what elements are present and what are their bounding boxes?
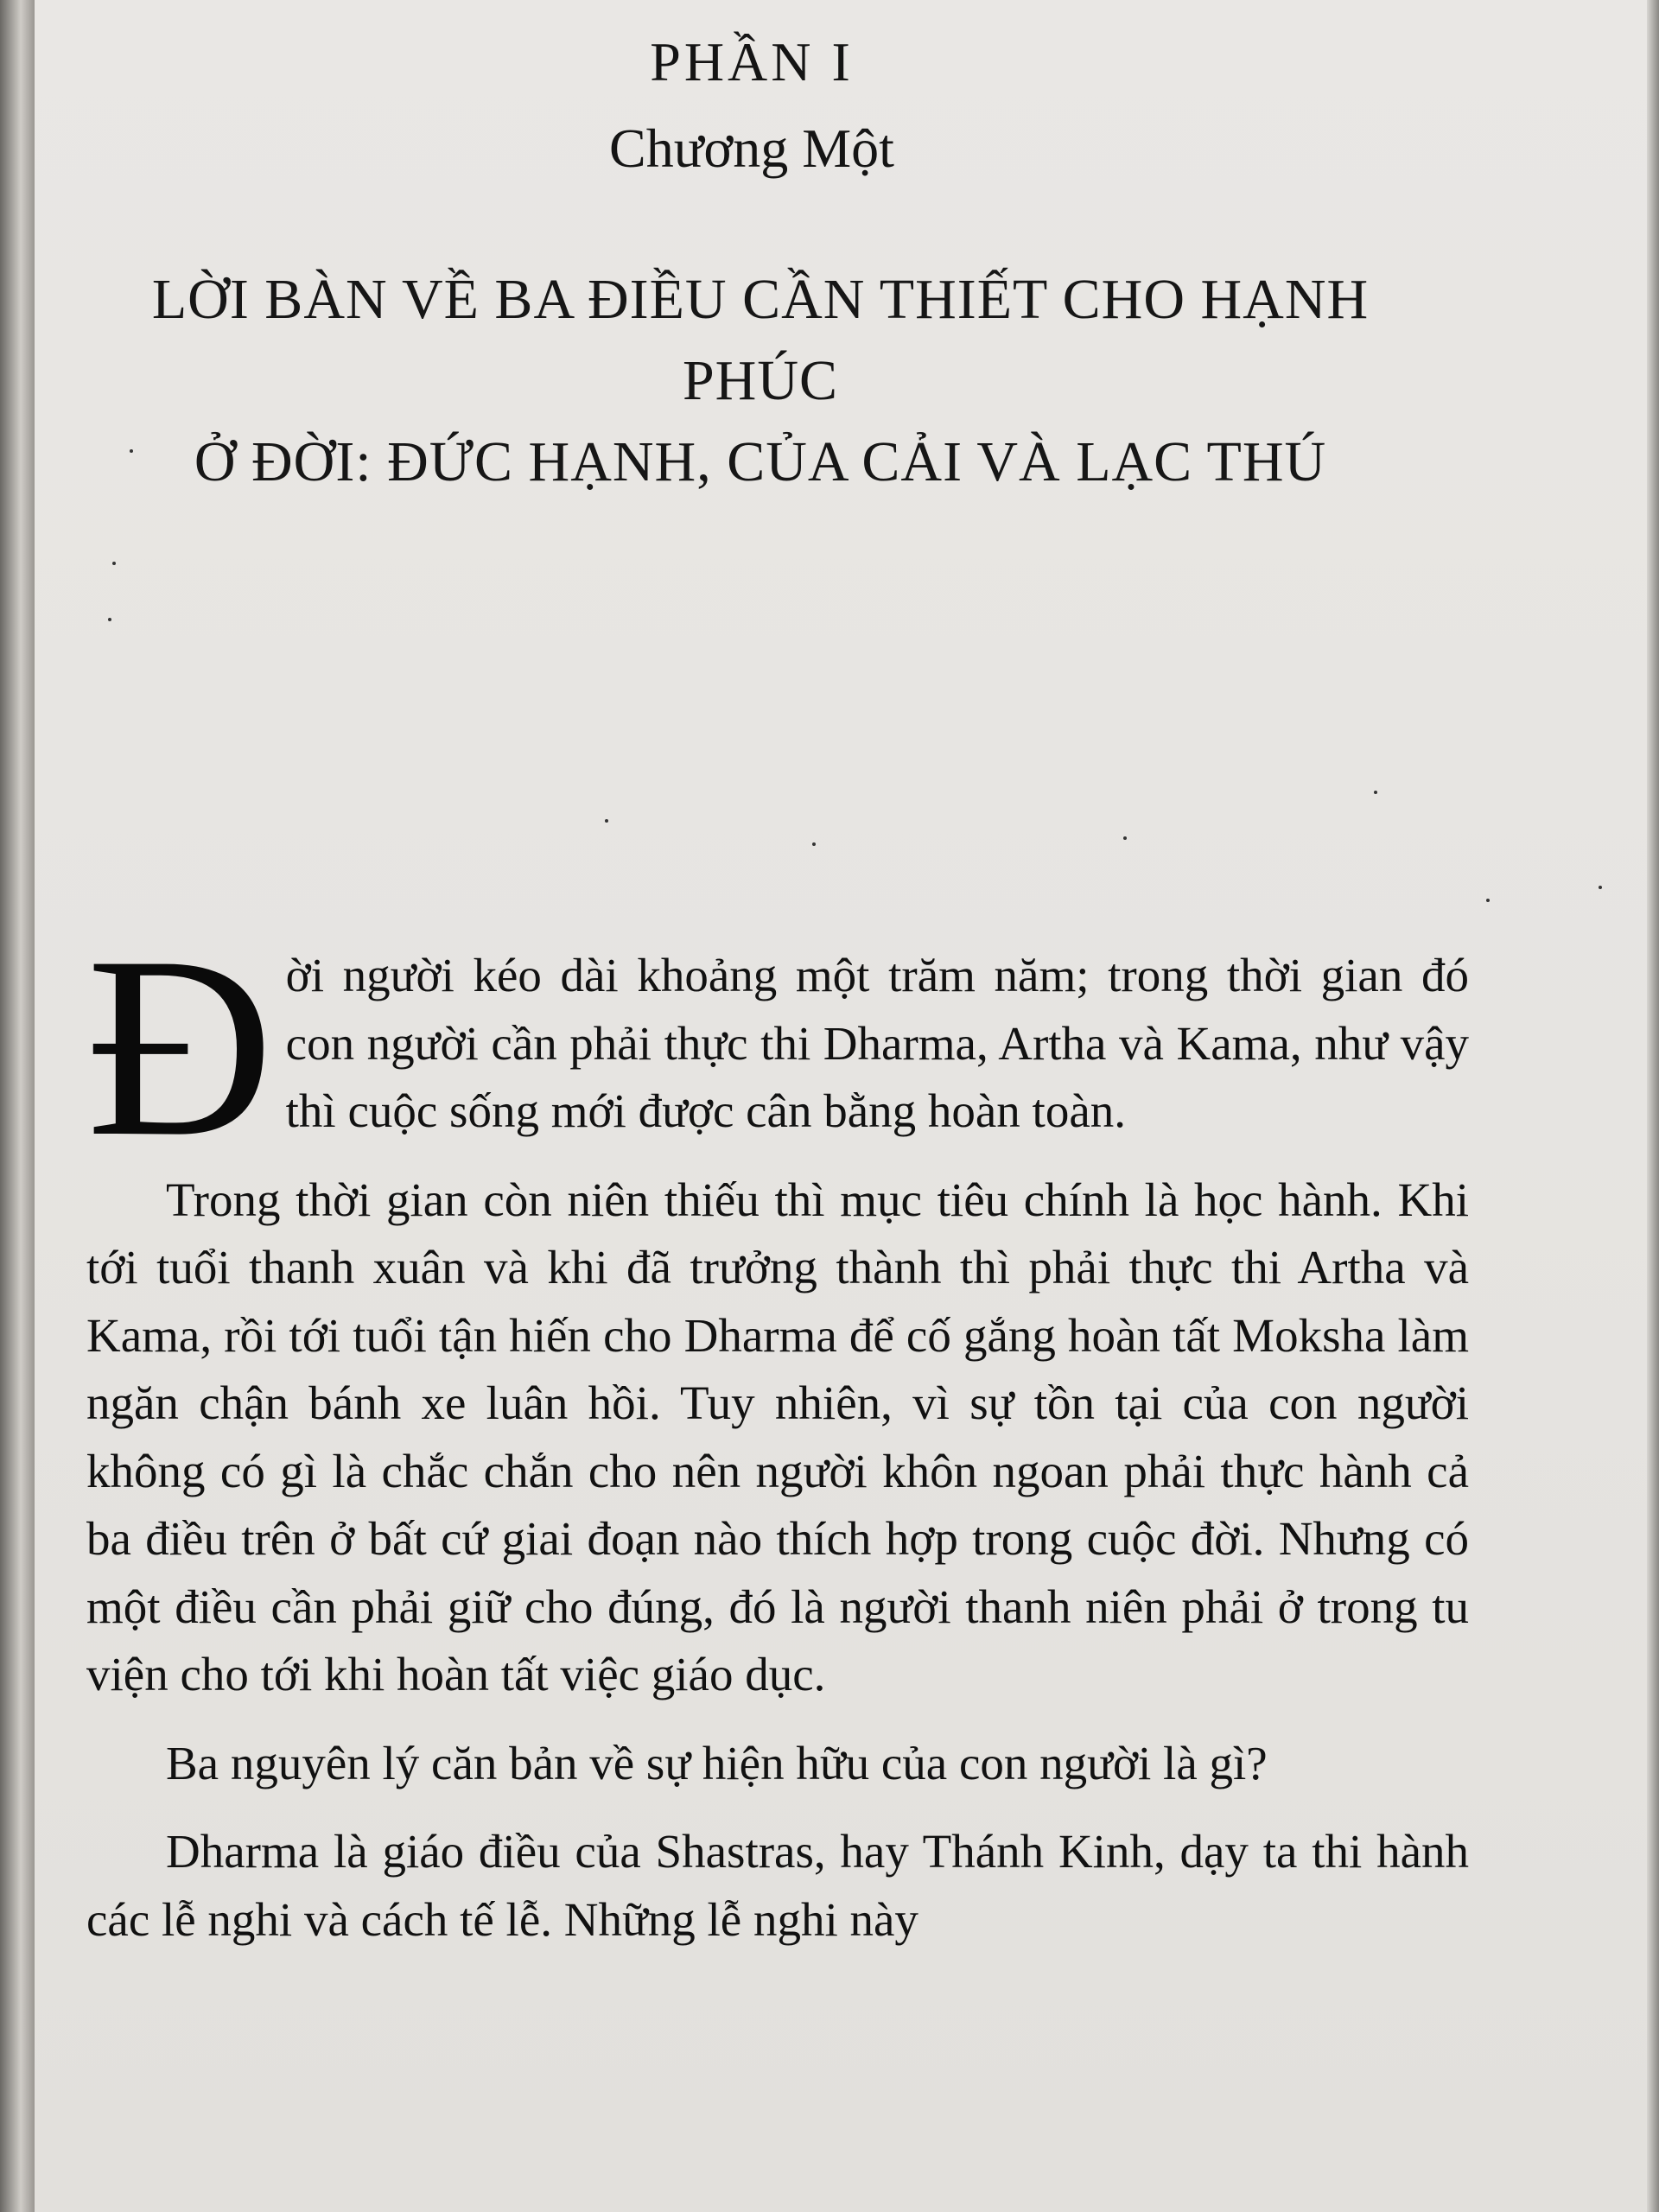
chapter-title: [130, 259, 1391, 503]
dust-speck: [812, 842, 816, 846]
drop-cap: Đ: [86, 903, 274, 1190]
paragraph-1: [86, 903, 1469, 1190]
chapter-header: [104, 31, 1400, 179]
dust-speck: [1486, 899, 1490, 902]
body-text: [86, 903, 1469, 1974]
part-label: PHẦN I: [650, 31, 854, 92]
paragraph-1-text: ời người kéo dài khoảng một trăm năm; trong thời gian đó con người cần phải thực thi Dharma, Artha và Kama, như vậy thì cuộc sống mới được cân bằng hoàn toàn.: [285, 949, 1469, 1137]
paragraph-3: Ba nguyên lý căn bản về sự hiện hữu của con người là gì?: [166, 1736, 1268, 1789]
dust-speck: [605, 819, 608, 823]
paragraph-2: Trong thời gian còn niên thiếu thì mục tiêu chính là học hành. Khi tới tuổi thanh xuân và khi đã trưởng thành thì phải thực thi Artha và Kama, rồi tới tuổi tận hiến cho Dharma để cố gắng hoàn tất Moksha làm ngăn chận bánh xe luân hồi. Tuy nhiên, vì sự tồn tại của con người không có gì là chắc chắn cho nên người khôn ngoan phải thực hành cả ba điều trên ở bất cứ giai đoạn nào thích hợp trong cuộc đời. Nhưng có một điều cần phải giữ cho đúng, đó là người thanh niên phải ở trong tu viện cho tới khi hoàn tất việc giáo dục.: [86, 1173, 1469, 1700]
chapter-title-line-2: Ở ĐỜI: ĐỨC HẠNH, CỦA CẢI VÀ LẠC THÚ: [194, 430, 1327, 493]
dust-speck: [1374, 791, 1377, 794]
page-right-edge: [1647, 0, 1659, 2212]
dust-speck: [1123, 836, 1127, 840]
dust-speck: [112, 562, 116, 565]
chapter-label: Chương Một: [609, 118, 894, 179]
dust-speck: [130, 449, 133, 453]
chapter-title-line-1: LỜI BÀN VỀ BA ĐIỀU CẦN THIẾT CHO HẠNH PHÚC: [151, 268, 1370, 412]
dust-speck: [1599, 886, 1602, 889]
paragraph-4: Dharma là giáo điều của Shastras, hay Thánh Kinh, dạy ta thi hành các lễ nghi và cách tế lễ. Những lễ nghi này: [86, 1825, 1469, 1946]
dust-speck: [108, 618, 111, 621]
previous-page-edge: [0, 0, 35, 2212]
